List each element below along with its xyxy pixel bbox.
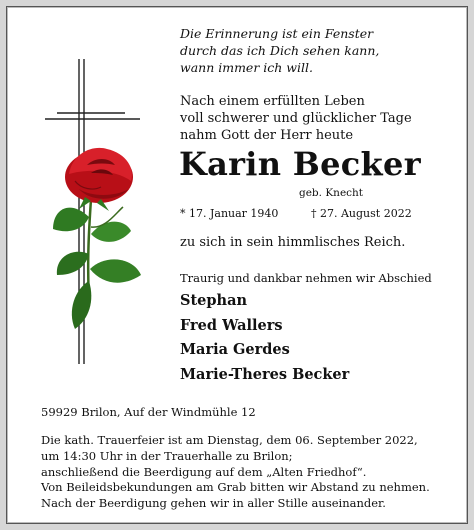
- intro-line: nahm Gott der Herr heute: [180, 128, 354, 143]
- notice-line: Die kath. Trauerfeier ist am Dienstag, dem 06. September 2022,: [41, 433, 418, 447]
- cross-icon: [45, 59, 140, 364]
- obituary-card: [6, 6, 468, 524]
- cross-rose-illustration: [45, 49, 165, 369]
- mourning-line: Traurig und dankbar nehmen wir Abschied: [180, 271, 432, 285]
- birth-name: geb. Knecht: [299, 187, 364, 199]
- quote-block: [180, 25, 379, 76]
- closing-line: zu sich in sein himmlisches Reich.: [180, 235, 406, 250]
- mourner-name: Maria Gerdes: [180, 341, 290, 358]
- deceased-name: Karin Becker: [179, 145, 421, 183]
- mourner-name: Marie-Theres Becker: [180, 365, 350, 383]
- intro-block: [180, 93, 412, 144]
- address: 59929 Brilon, Auf der Windmühle 12: [41, 405, 256, 419]
- quote-line: durch das ich Dich sehen kann,: [180, 43, 380, 58]
- notice-line: Nach der Beerdigung gehen wir in aller Stille auseinander.: [41, 496, 386, 511]
- intro-line: voll schwerer und glücklicher Tage: [180, 111, 412, 126]
- birth-date: * 17. Januar 1940: [180, 207, 279, 220]
- quote-line: Die Erinnerung ist ein Fenster: [180, 26, 374, 41]
- funeral-notice: [41, 433, 430, 512]
- mourner-name: Stephan: [180, 292, 248, 309]
- quote-line: wann immer ich will.: [180, 60, 313, 75]
- death-date: † 27. August 2022: [311, 207, 412, 220]
- notice-line: Von Beileidsbekundungen am Grab bitten wir Abstand zu nehmen.: [41, 480, 430, 495]
- notice-line: anschließend die Beerdigung auf dem „Alten Friedhof“.: [41, 464, 367, 479]
- intro-line: Nach einem erfüllten Leben: [180, 94, 365, 109]
- mourner-name: Fred Wallers: [180, 316, 283, 334]
- rose-icon: [53, 148, 141, 329]
- mourners-list: [180, 289, 349, 387]
- notice-line: um 14:30 Uhr in der Trauerhalle zu Brilon;: [41, 448, 293, 463]
